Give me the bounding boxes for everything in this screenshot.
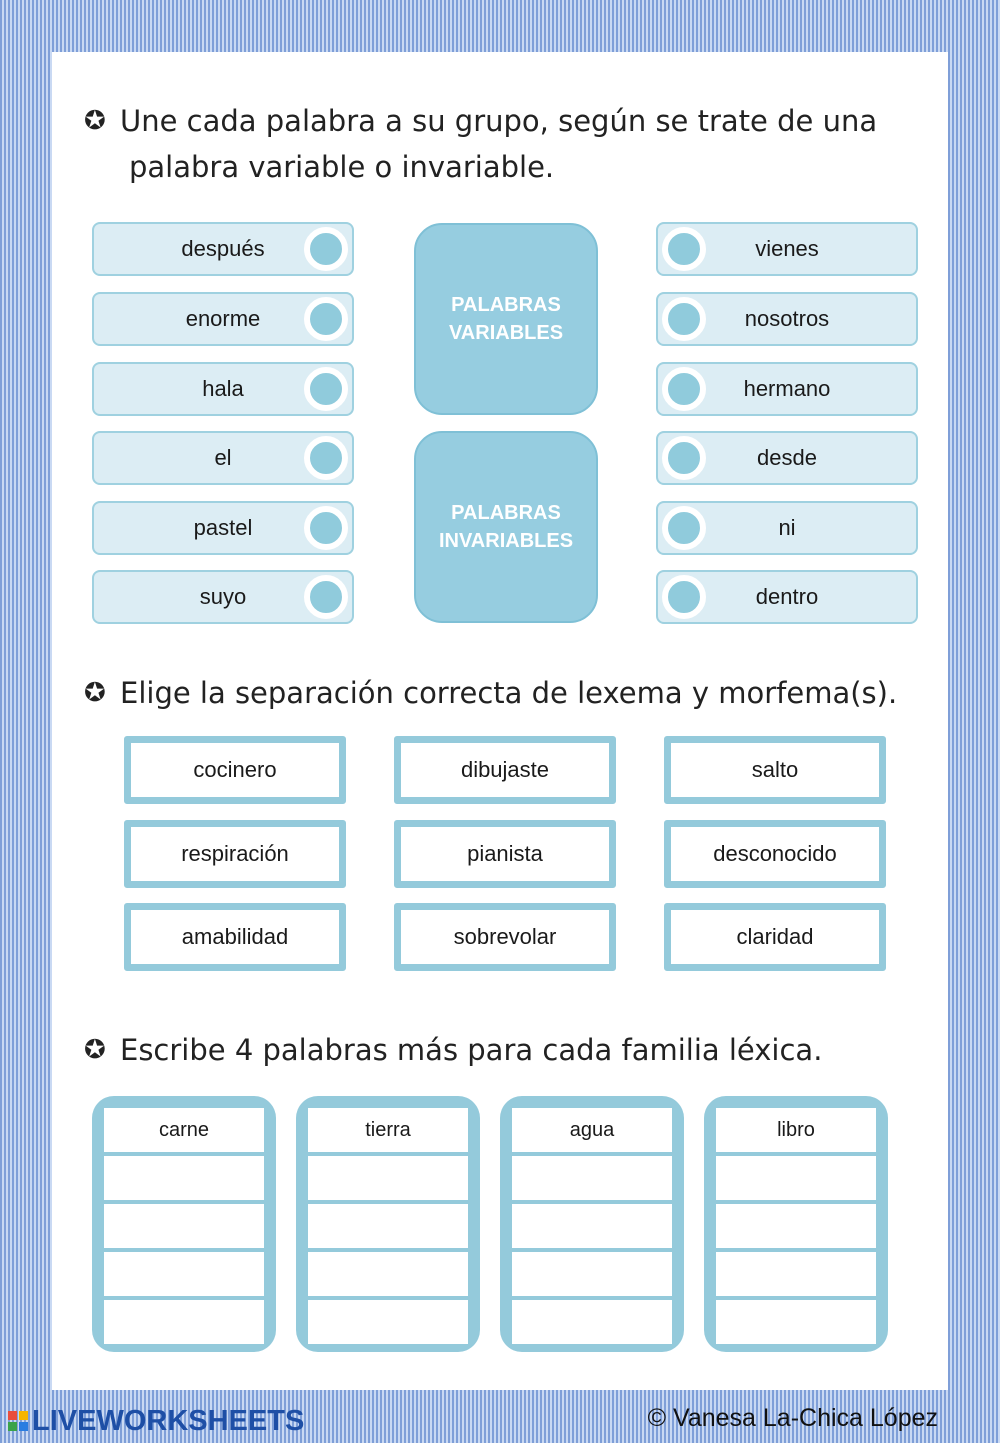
answer-field[interactable] <box>512 1204 672 1248</box>
match-word-right[interactable]: dentro <box>656 570 918 624</box>
brand-name: LIVEWORKSHEETS <box>32 1404 305 1437</box>
match-word-right[interactable]: hermano <box>656 362 918 416</box>
group-variables[interactable]: PALABRAS VARIABLES <box>414 223 598 415</box>
lexical-family-carne <box>92 1096 276 1352</box>
match-word-right[interactable]: vienes <box>656 222 918 276</box>
answer-field[interactable] <box>104 1204 264 1248</box>
answer-field[interactable] <box>716 1204 876 1248</box>
word-choice-box[interactable]: cocinero <box>124 736 346 804</box>
answer-field[interactable] <box>308 1156 468 1200</box>
answer-field[interactable] <box>716 1300 876 1344</box>
match-word-right[interactable]: desde <box>656 431 918 485</box>
match-word-left[interactable]: el <box>92 431 354 485</box>
word-choice-box[interactable]: amabilidad <box>124 903 346 971</box>
match-dot[interactable] <box>662 506 706 550</box>
answer-field[interactable] <box>512 1156 672 1200</box>
star-icon: ✪ <box>84 1035 106 1065</box>
answer-field[interactable] <box>716 1156 876 1200</box>
match-word-left[interactable]: hala <box>92 362 354 416</box>
answer-field[interactable] <box>512 1252 672 1296</box>
word-choice-box[interactable]: sobrevolar <box>394 903 616 971</box>
match-dot[interactable] <box>304 575 348 619</box>
family-header: tierra <box>308 1108 468 1152</box>
lexical-family-agua <box>500 1096 684 1352</box>
match-dot[interactable] <box>662 297 706 341</box>
logo-mark-icon <box>8 1411 28 1431</box>
match-dot[interactable] <box>662 436 706 480</box>
star-icon: ✪ <box>84 106 106 136</box>
instruction-3: ✪ Escribe 4 palabras más para cada familia léxica. <box>84 1027 920 1073</box>
answer-field[interactable] <box>512 1300 672 1344</box>
family-header: libro <box>716 1108 876 1152</box>
match-word-left[interactable]: enorme <box>92 292 354 346</box>
word-choice-box[interactable]: respiración <box>124 820 346 888</box>
match-word-left[interactable]: después <box>92 222 354 276</box>
answer-field[interactable] <box>104 1300 264 1344</box>
match-dot[interactable] <box>304 436 348 480</box>
match-word-right[interactable]: ni <box>656 501 918 555</box>
word-choice-box[interactable]: desconocido <box>664 820 886 888</box>
instruction-1-line2: palabra variable o invariable. <box>129 150 555 184</box>
match-word-left[interactable]: pastel <box>92 501 354 555</box>
match-dot[interactable] <box>662 367 706 411</box>
match-dot[interactable] <box>662 227 706 271</box>
lexical-family-libro <box>704 1096 888 1352</box>
answer-field[interactable] <box>716 1252 876 1296</box>
word-choice-box[interactable]: pianista <box>394 820 616 888</box>
word-choice-box[interactable]: salto <box>664 736 886 804</box>
logo-square <box>19 1411 28 1420</box>
family-header: carne <box>104 1108 264 1152</box>
word-choice-box[interactable]: dibujaste <box>394 736 616 804</box>
logo-square <box>8 1422 17 1431</box>
lexical-family-tierra <box>296 1096 480 1352</box>
match-word-left[interactable]: suyo <box>92 570 354 624</box>
match-dot[interactable] <box>304 297 348 341</box>
match-dot[interactable] <box>304 367 348 411</box>
answer-field[interactable] <box>308 1204 468 1248</box>
match-dot[interactable] <box>304 506 348 550</box>
family-header: agua <box>512 1108 672 1152</box>
answer-field[interactable] <box>104 1156 264 1200</box>
answer-field[interactable] <box>308 1252 468 1296</box>
logo-square <box>19 1422 28 1431</box>
answer-field[interactable] <box>308 1300 468 1344</box>
logo-square <box>8 1411 17 1420</box>
word-choice-box[interactable]: claridad <box>664 903 886 971</box>
instruction-1: ✪ Une cada palabra a su grupo, según se trate de una <box>84 98 920 144</box>
match-word-right[interactable]: nosotros <box>656 292 918 346</box>
liveworksheets-logo[interactable] <box>8 1404 304 1438</box>
match-dot[interactable] <box>304 227 348 271</box>
star-icon: ✪ <box>84 678 106 708</box>
answer-field[interactable] <box>104 1252 264 1296</box>
group-invariables[interactable]: PALABRAS INVARIABLES <box>414 431 598 623</box>
instruction-2: ✪ Elige la separación correcta de lexema y morfema(s). <box>84 670 920 716</box>
match-dot[interactable] <box>662 575 706 619</box>
author-credit: © Vanesa La-Chica López <box>647 1404 938 1432</box>
